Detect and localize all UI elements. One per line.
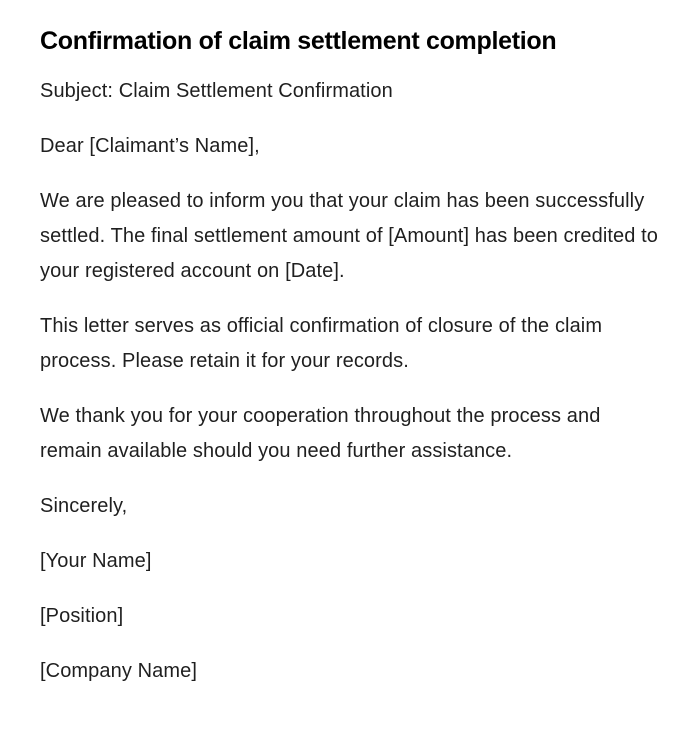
- body-paragraph-1: We are pleased to inform you that your claim has been successfully settled. The final settlement amount of [Amount] has been credited to your registered account on [Date].: [40, 190, 659, 282]
- signature-position: [Position]: [40, 605, 124, 627]
- body-paragraph-3: We thank you for your cooperation throughout the process and remain available should you need further assistance.: [40, 405, 601, 462]
- document-title: Confirmation of claim settlement completion: [40, 27, 557, 55]
- closing: Sincerely,: [40, 495, 128, 517]
- signature-name: [Your Name]: [40, 550, 152, 572]
- signature-company: [Company Name]: [40, 660, 198, 682]
- subject-line: Subject: Claim Settlement Confirmation: [40, 80, 393, 102]
- body-paragraph-2: This letter serves as official confirmation of closure of the claim process. Please retain it for your records.: [40, 315, 603, 372]
- salutation: Dear [Claimant’s Name],: [40, 135, 260, 157]
